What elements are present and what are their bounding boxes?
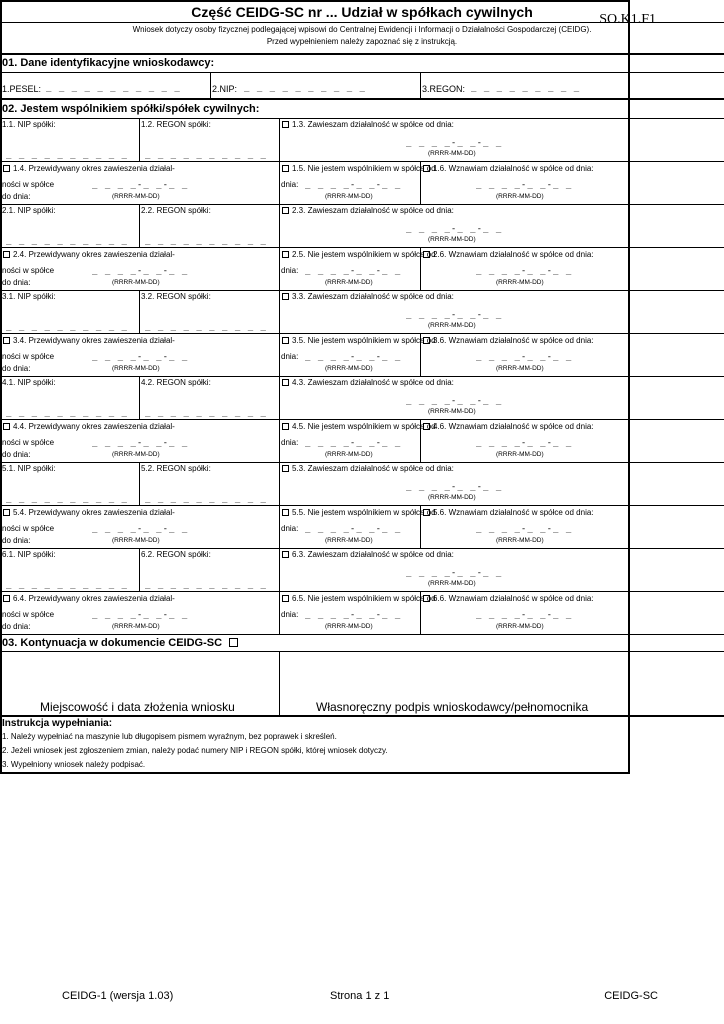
- group-6-regon-label: 6.2. REGON spółki:: [141, 550, 211, 559]
- group-2-suspend-wrap: [282, 206, 454, 216]
- group-5-suspend-date[interactable]: _ _ _ _-_ _-_ _: [406, 482, 503, 492]
- group-4-resume-label: 4.6. Wznawiam działalność w spółce od dnia:: [433, 422, 594, 431]
- group-4-not-partner-date[interactable]: _ _ _ _-_ _-_ _: [305, 438, 402, 448]
- group-5-period-label-b: ności w spółce: [2, 524, 55, 533]
- group-2-period-label-b: ności w spółce: [2, 266, 55, 275]
- form-code: SO.K1.F1: [599, 12, 656, 27]
- group-4-resume-wrap: [423, 422, 594, 432]
- group-2-resume-label: 2.6. Wznawiam działalność w spółce od dnia:: [433, 250, 594, 259]
- group-5-not-partner-date-format: (RRRR-MM-DD): [325, 537, 373, 544]
- group-4-regon-label: 4.2. REGON spółki:: [141, 378, 211, 387]
- group-3-period-label: 3.4. Przewidywany okres zawieszenia działal-: [13, 336, 175, 345]
- group-5-not-partner-date[interactable]: _ _ _ _-_ _-_ _: [305, 524, 402, 534]
- group-4-not-partner-checkbox[interactable]: [282, 423, 289, 430]
- group-3-resume-checkbox[interactable]: [423, 337, 430, 344]
- group-6-resume-date-format: (RRRR-MM-DD): [496, 623, 544, 630]
- group-2-nip-label: 2.1. NIP spółki:: [2, 206, 56, 215]
- group-5-divider-a: [139, 462, 140, 505]
- group-5-suspend-wrap: [282, 464, 454, 474]
- group-5-resume-date-format: (RRRR-MM-DD): [496, 537, 544, 544]
- group-3-not-partner-wrap: [282, 336, 436, 346]
- group-2-suspend-date-format: (RRRR-MM-DD): [428, 236, 476, 243]
- group-1-resume-date-format: (RRRR-MM-DD): [496, 193, 544, 200]
- group-1-resume-date[interactable]: _ _ _ _-_ _-_ _: [476, 180, 573, 190]
- group-3-regon-field[interactable]: _ _ _ _ _ _ _ _ _ _: [145, 322, 267, 332]
- group-2-period-checkbox[interactable]: [3, 251, 10, 258]
- form-subtitle-1: Wniosek dotyczy osoby fizycznej podlegającej wpisowi do Centralnej Ewidencji i Informacji o Działalności Gospodarczej (CEIDG).: [132, 25, 592, 34]
- group-5-not-partner-wrap: [282, 508, 436, 518]
- group-6-divider-a: [139, 548, 140, 591]
- group-6-resume-wrap: [423, 594, 594, 604]
- group-4-suspend-checkbox[interactable]: [282, 379, 289, 386]
- group-1-bottom-line: [0, 204, 724, 205]
- group-5-not-partner-label-b: dnia:: [281, 524, 299, 533]
- group-3-not-partner-label: 3.5. Nie jestem wspólnikiem w spółce od: [292, 336, 436, 345]
- group-4-resume-date-format: (RRRR-MM-DD): [496, 451, 544, 458]
- group-1-period-date[interactable]: _ _ _ _-_ _-_ _: [92, 180, 189, 190]
- group-2-period-wrap: [3, 250, 175, 260]
- group-1-not-partner-checkbox[interactable]: [282, 165, 289, 172]
- group-2-suspend-label: 2.3. Zawieszam działalność w spółce od dnia:: [292, 206, 454, 215]
- group-1-period-label-b: ności w spółce: [2, 180, 55, 189]
- group-4-suspend-date[interactable]: _ _ _ _-_ _-_ _: [406, 396, 503, 406]
- group-4-nip-label: 4.1. NIP spółki:: [2, 378, 56, 387]
- pesel-field[interactable]: _ _ _ _ _ _ _ _ _ _ _: [46, 83, 181, 93]
- group-3-resume-wrap: [423, 336, 594, 346]
- group-4-period-date-format: (RRRR-MM-DD): [112, 451, 160, 458]
- group-5-period-checkbox[interactable]: [3, 509, 10, 516]
- group-6-period-label-b: ności w spółce: [2, 610, 55, 619]
- group-6-resume-label: 6.6. Wznawiam działalność w spółce od dnia:: [433, 594, 594, 603]
- form-subtitle-2: Przed wypełnieniem należy zapoznać się z instrukcją.: [266, 37, 458, 46]
- group-6-not-partner-wrap: [282, 594, 436, 604]
- group-3-period-label-c: do dnia:: [2, 364, 31, 373]
- group-3-resume-label: 3.6. Wznawiam działalność w spółce od dnia:: [433, 336, 594, 345]
- group-1-resume-wrap: [423, 164, 594, 174]
- group-6-period-date[interactable]: _ _ _ _-_ _-_ _: [92, 610, 189, 620]
- group-3-suspend-checkbox[interactable]: [282, 293, 289, 300]
- group-1-resume-label: 1.6. Wznawiam działalność w spółce od dnia:: [433, 164, 594, 173]
- group-1-not-partner-label-b: dnia:: [281, 180, 299, 189]
- group-4-not-partner-wrap: [282, 422, 436, 432]
- group-2-regon-label: 2.2. REGON spółki:: [141, 206, 211, 215]
- group-4-regon-field[interactable]: _ _ _ _ _ _ _ _ _ _: [145, 408, 267, 418]
- group-6-suspend-checkbox[interactable]: [282, 551, 289, 558]
- group-6-period-label: 6.4. Przewidywany okres zawieszenia działal-: [13, 594, 175, 603]
- group-2-resume-wrap: [423, 250, 594, 260]
- regon-label: 3.REGON:: [422, 84, 466, 94]
- group-6-bottom-line: [0, 634, 724, 635]
- group-1-period-label-c: do dnia:: [2, 192, 31, 201]
- group-1-not-partner-date-format: (RRRR-MM-DD): [325, 193, 373, 200]
- continuation-checkbox[interactable]: [229, 638, 238, 647]
- group-4-resume-checkbox[interactable]: [423, 423, 430, 430]
- group-4-period-label-c: do dnia:: [2, 450, 31, 459]
- group-4-suspend-date-format: (RRRR-MM-DD): [428, 408, 476, 415]
- group-2-nip-field[interactable]: _ _ _ _ _ _ _ _ _ _: [6, 236, 128, 246]
- group-3-not-partner-date[interactable]: _ _ _ _-_ _-_ _: [305, 352, 402, 362]
- group-4-mid-line: [0, 419, 724, 420]
- group-4-nip-field[interactable]: _ _ _ _ _ _ _ _ _ _: [6, 408, 128, 418]
- section-01-title: 01. Dane identyfikacyjne wnioskodawcy:: [2, 57, 215, 69]
- group-1-divider-a: [139, 118, 140, 161]
- group-5-nip-label: 5.1. NIP spółki:: [2, 464, 56, 473]
- instruction-item-2: 2. Jeżeli wniosek jest zgłoszeniem zmian, należy podać numery NIP i REGON spółki, której wniosek dotyczy.: [2, 746, 388, 755]
- group-4-bottom-line: [0, 462, 724, 463]
- group-2-not-partner-date-format: (RRRR-MM-DD): [325, 279, 373, 286]
- group-3-suspend-date-format: (RRRR-MM-DD): [428, 322, 476, 329]
- group-4-not-partner-label-b: dnia:: [281, 438, 299, 447]
- group-5-not-partner-label: 5.5. Nie jestem wspólnikiem w spółce od: [292, 508, 436, 517]
- group-1-nip-field[interactable]: _ _ _ _ _ _ _ _ _ _: [6, 150, 128, 160]
- group-5-bottom-line: [0, 548, 724, 549]
- group-4-not-partner-label: 4.5. Nie jestem wspólnikiem w spółce od: [292, 422, 436, 431]
- group-5-resume-date[interactable]: _ _ _ _-_ _-_ _: [476, 524, 573, 534]
- group-6-not-partner-label: 6.5. Nie jestem wspólnikiem w spółce od: [292, 594, 436, 603]
- group-4-period-wrap: [3, 422, 175, 432]
- group-5-period-label-c: do dnia:: [2, 536, 31, 545]
- group-2-not-partner-label-b: dnia:: [281, 266, 299, 275]
- group-4-period-date[interactable]: _ _ _ _-_ _-_ _: [92, 438, 189, 448]
- group-6-mid-line: [0, 591, 724, 592]
- group-6-not-partner-date[interactable]: _ _ _ _-_ _-_ _: [305, 610, 402, 620]
- group-1-suspend-date[interactable]: _ _ _ _-_ _-_ _: [406, 138, 503, 148]
- group-2-divider-a: [139, 204, 140, 247]
- group-6-period-checkbox[interactable]: [3, 595, 10, 602]
- group-3-mid-line: [0, 333, 724, 334]
- group-5-period-date-format: (RRRR-MM-DD): [112, 537, 160, 544]
- group-3-period-date[interactable]: _ _ _ _-_ _-_ _: [92, 352, 189, 362]
- group-3-divider-a: [139, 290, 140, 333]
- group-3-not-partner-date-format: (RRRR-MM-DD): [325, 365, 373, 372]
- footer-page-number: Strona 1 z 1: [330, 990, 390, 1002]
- group-2-resume-date-format: (RRRR-MM-DD): [496, 279, 544, 286]
- group-4-divider-a: [139, 376, 140, 419]
- form-title: Część CEIDG-SC nr ... Udział w spółkach cywilnych: [191, 4, 533, 20]
- group-5-resume-checkbox[interactable]: [423, 509, 430, 516]
- group-6-resume-date[interactable]: _ _ _ _-_ _-_ _: [476, 610, 573, 620]
- group-2-period-date-format: (RRRR-MM-DD): [112, 279, 160, 286]
- group-4-period-checkbox[interactable]: [3, 423, 10, 430]
- group-5-suspend-date-format: (RRRR-MM-DD): [428, 494, 476, 501]
- instructions-title: Instrukcja wypełniania:: [2, 718, 113, 729]
- instruction-item-3: 3. Wypełniony wniosek należy podpisać.: [2, 760, 146, 769]
- group-2-not-partner-date[interactable]: _ _ _ _-_ _-_ _: [305, 266, 402, 276]
- group-1-regon-field[interactable]: _ _ _ _ _ _ _ _ _ _: [145, 150, 267, 160]
- group-2-bottom-line: [0, 290, 724, 291]
- group-1-period-date-format: (RRRR-MM-DD): [112, 193, 160, 200]
- group-5-period-date[interactable]: _ _ _ _-_ _-_ _: [92, 524, 189, 534]
- group-6-period-wrap: [3, 594, 175, 604]
- group-2-not-partner-wrap: [282, 250, 436, 260]
- group-2-period-label: 2.4. Przewidywany okres zawieszenia działal-: [13, 250, 175, 259]
- group-1-nip-label: 1.1. NIP spółki:: [2, 120, 56, 129]
- group-6-suspend-date[interactable]: _ _ _ _-_ _-_ _: [406, 568, 503, 578]
- group-4-period-label-b: ności w spółce: [2, 438, 55, 447]
- group-5-mid-line: [0, 505, 724, 506]
- group-4-period-label: 4.4. Przewidywany okres zawieszenia działal-: [13, 422, 175, 431]
- group-2-suspend-checkbox[interactable]: [282, 207, 289, 214]
- group-2-period-label-c: do dnia:: [2, 278, 31, 287]
- group-2-not-partner-checkbox[interactable]: [282, 251, 289, 258]
- group-5-resume-label: 5.6. Wznawiam działalność w spółce od dnia:: [433, 508, 594, 517]
- group-6-period-date-format: (RRRR-MM-DD): [112, 623, 160, 630]
- group-1-mid-line: [0, 161, 724, 162]
- group-1-suspend-checkbox[interactable]: [282, 121, 289, 128]
- group-1-regon-label: 1.2. REGON spółki:: [141, 120, 211, 129]
- section-03-title-wrap: [2, 636, 241, 650]
- nip-field[interactable]: _ _ _ _ _ _ _ _ _ _: [244, 83, 366, 93]
- group-5-period-label: 5.4. Przewidywany okres zawieszenia działal-: [13, 508, 175, 517]
- group-1-not-partner-label: 1.5. Nie jestem wspólnikiem w spółce od: [292, 164, 436, 173]
- group-1-period-label: 1.4. Przewidywany okres zawieszenia działal-: [13, 164, 175, 173]
- group-1-resume-checkbox[interactable]: [423, 165, 430, 172]
- nip-label: 2.NIP:: [212, 84, 238, 94]
- group-3-resume-date[interactable]: _ _ _ _-_ _-_ _: [476, 352, 573, 362]
- group-3-regon-label: 3.2. REGON spółki:: [141, 292, 211, 301]
- group-3-period-label-b: ności w spółce: [2, 352, 55, 361]
- group-5-nip-field[interactable]: _ _ _ _ _ _ _ _ _ _: [6, 494, 128, 504]
- group-6-nip-label: 6.1. NIP spółki:: [2, 550, 56, 559]
- group-6-period-label-c: do dnia:: [2, 622, 31, 631]
- footer-form-name: CEIDG-SC: [604, 990, 658, 1002]
- group-3-nip-field[interactable]: _ _ _ _ _ _ _ _ _ _: [6, 322, 128, 332]
- group-1-not-partner-date[interactable]: _ _ _ _-_ _-_ _: [305, 180, 402, 190]
- group-3-resume-date-format: (RRRR-MM-DD): [496, 365, 544, 372]
- group-6-suspend-date-format: (RRRR-MM-DD): [428, 580, 476, 587]
- group-1-suspend-wrap: [282, 120, 454, 130]
- group-2-resume-checkbox[interactable]: [423, 251, 430, 258]
- group-5-regon-field[interactable]: _ _ _ _ _ _ _ _ _ _: [145, 494, 267, 504]
- group-6-not-partner-checkbox[interactable]: [282, 595, 289, 602]
- group-3-bottom-line: [0, 376, 724, 377]
- section-02-title: 02. Jestem wspólnikiem spółki/spółek cywilnych:: [2, 103, 260, 115]
- group-2-suspend-date[interactable]: _ _ _ _-_ _-_ _: [406, 224, 503, 234]
- group-3-period-date-format: (RRRR-MM-DD): [112, 365, 160, 372]
- group-5-period-wrap: [3, 508, 175, 518]
- signature-label: Własnoręczny podpis wnioskodawcy/pełnomocnika: [316, 700, 589, 714]
- regon-field[interactable]: _ _ _ _ _ _ _ _ _: [471, 83, 581, 93]
- group-5-resume-wrap: [423, 508, 594, 518]
- group-1-suspend-label: 1.3. Zawieszam działalność w spółce od dnia:: [292, 120, 454, 129]
- group-6-regon-field[interactable]: _ _ _ _ _ _ _ _ _ _: [145, 580, 267, 590]
- group-5-suspend-checkbox[interactable]: [282, 465, 289, 472]
- group-6-nip-field[interactable]: _ _ _ _ _ _ _ _ _ _: [6, 580, 128, 590]
- group-1-suspend-date-format: (RRRR-MM-DD): [428, 150, 476, 157]
- group-3-suspend-label: 3.3. Zawieszam działalność w spółce od dnia:: [292, 292, 454, 301]
- group-2-period-date[interactable]: _ _ _ _-_ _-_ _: [92, 266, 189, 276]
- group-6-suspend-wrap: [282, 550, 454, 560]
- group-4-resume-date[interactable]: _ _ _ _-_ _-_ _: [476, 438, 573, 448]
- group-1-not-partner-wrap: [282, 164, 436, 174]
- group-1-period-checkbox[interactable]: [3, 165, 10, 172]
- group-3-nip-label: 3.1. NIP spółki:: [2, 292, 56, 301]
- group-1-period-wrap: [3, 164, 175, 174]
- group-4-not-partner-date-format: (RRRR-MM-DD): [325, 451, 373, 458]
- group-6-not-partner-date-format: (RRRR-MM-DD): [325, 623, 373, 630]
- group-3-period-wrap: [3, 336, 175, 346]
- group-2-not-partner-label: 2.5. Nie jestem wspólnikiem w spółce od: [292, 250, 436, 259]
- group-5-suspend-label: 5.3. Zawieszam działalność w spółce od dnia:: [292, 464, 454, 473]
- group-3-suspend-wrap: [282, 292, 454, 302]
- group-5-not-partner-checkbox[interactable]: [282, 509, 289, 516]
- group-6-not-partner-label-b: dnia:: [281, 610, 299, 619]
- group-2-mid-line: [0, 247, 724, 248]
- pesel-label: 1.PESEL:: [2, 84, 42, 94]
- group-3-not-partner-checkbox[interactable]: [282, 337, 289, 344]
- group-5-regon-label: 5.2. REGON spółki:: [141, 464, 211, 473]
- group-6-resume-checkbox[interactable]: [423, 595, 430, 602]
- group-3-period-checkbox[interactable]: [3, 337, 10, 344]
- group-2-resume-date[interactable]: _ _ _ _-_ _-_ _: [476, 266, 573, 276]
- instruction-item-1: 1. Należy wypełniać na maszynie lub długopisem pismem wyraźnym, bez poprawek i skreśleń.: [2, 732, 337, 741]
- place-date-label: Miejscowość i data złożenia wniosku: [40, 700, 235, 714]
- footer-version: CEIDG-1 (wersja 1.03): [62, 990, 174, 1002]
- section-03-title: 03. Kontynuacja w dokumencie CEIDG-SC: [2, 637, 223, 649]
- group-3-suspend-date[interactable]: _ _ _ _-_ _-_ _: [406, 310, 503, 320]
- group-6-suspend-label: 6.3. Zawieszam działalność w spółce od dnia:: [292, 550, 454, 559]
- group-3-not-partner-label-b: dnia:: [281, 352, 299, 361]
- group-2-regon-field[interactable]: _ _ _ _ _ _ _ _ _ _: [145, 236, 267, 246]
- group-4-suspend-label: 4.3. Zawieszam działalność w spółce od dnia:: [292, 378, 454, 387]
- group-4-suspend-wrap: [282, 378, 454, 388]
